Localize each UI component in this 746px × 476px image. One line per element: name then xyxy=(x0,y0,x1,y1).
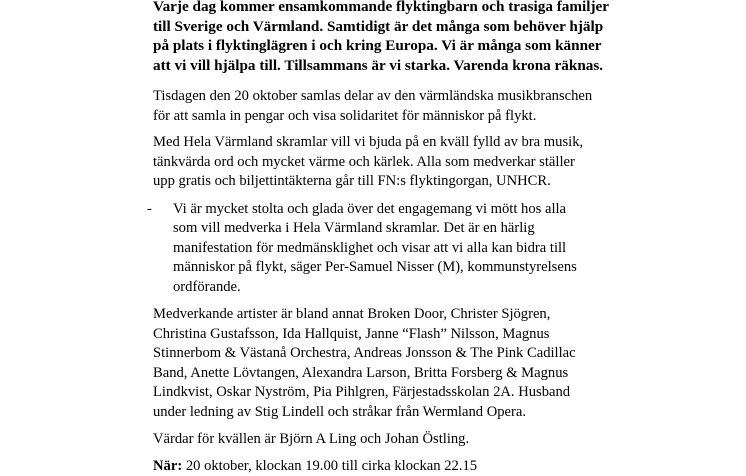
quote-line: ordförande. xyxy=(173,278,623,298)
event-paragraph xyxy=(153,87,623,126)
hosts-paragraph xyxy=(153,430,623,450)
when-value: 20 oktober, klockan 19.00 till cirka klockan 22.15 xyxy=(182,458,477,474)
quote-line: som vill medverka i Hela Värmland skramlar. Det är en härlig xyxy=(173,219,623,239)
quote-block xyxy=(153,200,623,298)
artists-line: under ledning av Stig Lindell och stråkar från Wermland Opera. xyxy=(153,403,623,423)
when-paragraph xyxy=(153,457,623,476)
artists-paragraph xyxy=(153,305,623,422)
quote-line: Vi är mycket stolta och glada över det engagemang vi mött hos alla xyxy=(173,200,623,220)
artists-line: Christina Gustafsson, Ida Hallquist, Janne “Flash” Nilsson, Magnus xyxy=(153,325,623,345)
intro-line: till Sverige och Värmland. Samtidigt är det många som behöver hjälp xyxy=(153,17,623,37)
intro-paragraph xyxy=(153,0,623,75)
quote-line: människor på flykt, säger Per-Samuel Nisser (M), kommunstyrelsens xyxy=(173,258,623,278)
hosts-line: Värdar för kvällen är Björn A Ling och Johan Östling. xyxy=(153,430,623,450)
press-release-page xyxy=(153,0,623,476)
artists-line: Band, Anette Lövtangen, Alexandra Larson, Britta Forsberg & Magnus xyxy=(153,364,623,384)
when-label: När: xyxy=(153,458,182,474)
concert-paragraph xyxy=(153,133,623,192)
event-line: Tisdagen den 20 oktober samlas delar av den värmländska musikbranschen xyxy=(153,87,623,107)
quote-line: manifestation för medmänsklighet och visar att vi alla kan bidra till xyxy=(173,239,623,259)
event-line: för att samla in pengar och visa solidaritet för människor på flykt. xyxy=(153,107,623,127)
artists-line: Stinnerbom & Västanå Orchestra, Andreas Jonsson & The Pink Cadillac xyxy=(153,344,623,364)
intro-line: på plats i flyktinglägren i och kring Europa. Vi är många som känner xyxy=(153,36,623,56)
intro-line: Varje dag kommer ensamkommande flyktingbarn och trasiga familjer xyxy=(153,0,623,17)
concert-line: tänkvärda ord och mycket värme och kärlek. Alla som medverkar ställer xyxy=(153,153,623,173)
artists-line: Lindkvist, Oskar Nyström, Pia Pihlgren, Färjestadsskolan 2A. Husband xyxy=(153,383,623,403)
concert-line: Med Hela Värmland skramlar vill vi bjuda på en kväll fylld av bra musik, xyxy=(153,133,623,153)
artists-line: Medverkande artister är bland annat Broken Door, Christer Sjögren, xyxy=(153,305,623,325)
intro-line: att vi vill hjälpa till. Tillsammans är vi starka. Varenda krona räknas. xyxy=(153,56,623,76)
concert-line: upp gratis och biljettintäkterna går till FN:s flyktingorgan, UNHCR. xyxy=(153,172,623,192)
quote-dash: - xyxy=(147,200,152,220)
